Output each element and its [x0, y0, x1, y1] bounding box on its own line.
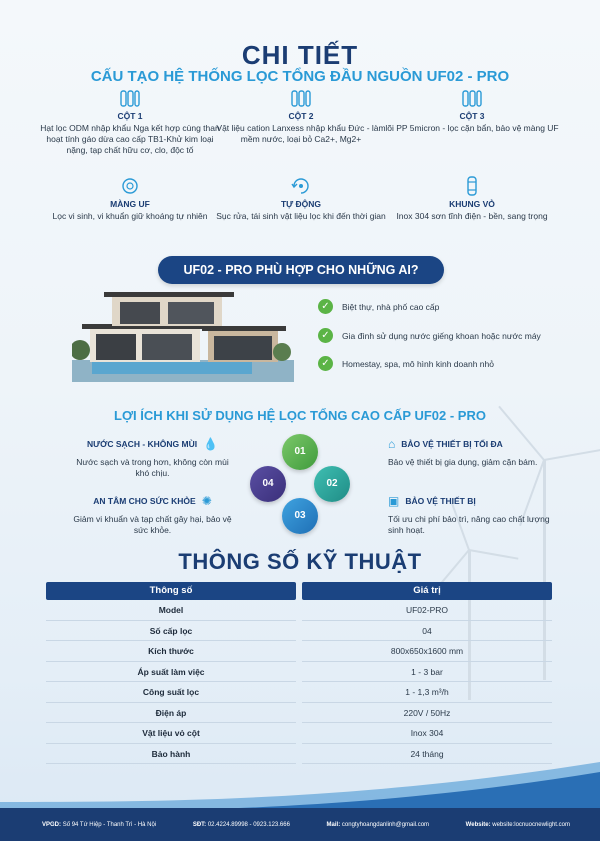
- spec-value: 220V / 50Hz: [302, 703, 552, 724]
- spec-table-header: [46, 582, 552, 600]
- page-subtitle: CẤU TẠO HỆ THỐNG LỌC TỔNG ĐẦU NGUỒN UF02 - PRO: [90, 68, 510, 85]
- spec-value: 24 tháng: [302, 744, 552, 765]
- footer-address: VPGD: Số 94 Tứ Hiệp - Thanh Trì - Hà Nội: [42, 821, 157, 828]
- virus-icon: ✺: [201, 494, 212, 508]
- table-row: [46, 600, 552, 621]
- specs-title: THÔNG SỐ KỸ THUẬT: [178, 549, 422, 574]
- feature-heading: CỘT 2: [288, 111, 314, 121]
- feature-heading: CỘT 3: [459, 111, 485, 121]
- column-header: Thông số: [46, 582, 296, 600]
- spec-value: 04: [302, 621, 552, 642]
- footer-phone: SĐT: 02.4224.89998 - 0923.123.666: [192, 821, 290, 828]
- fit-item: [318, 356, 494, 371]
- spec-key: Số cấp lọc: [46, 621, 296, 642]
- feature-heading: KHUNG VỎ: [449, 199, 495, 209]
- number-circle-03: 03: [282, 498, 318, 534]
- spec-value: 800x650x1600 mm: [302, 641, 552, 662]
- table-row: [46, 682, 552, 703]
- benefits-title: LỢI ÍCH KHI SỬ DỤNG HỆ LỌC TỔNG CAO CẤP UF02 - PRO: [114, 408, 486, 423]
- spec-key: Điện áp: [46, 703, 296, 724]
- footer: [0, 808, 600, 841]
- spec-table: [46, 582, 552, 764]
- spec-value: Inox 304: [302, 723, 552, 744]
- spec-value: 1 - 3 bar: [302, 662, 552, 683]
- feature-cot-3: [382, 88, 562, 134]
- fit-item-label: Biệt thự, nhà phố cao cấp: [342, 301, 440, 312]
- benefit-device: [388, 494, 553, 537]
- footer-website[interactable]: Website: website:locnuocnewlight.com: [465, 821, 570, 828]
- table-row: [46, 641, 552, 662]
- feature-description: Inox 304 sơn tĩnh điện - bền, sang trọng: [396, 211, 548, 221]
- feature-description: lõi PP 5micron - lọc cặn bẩn, bảo vệ màng UF: [385, 123, 559, 133]
- table-row: [46, 662, 552, 683]
- spec-key: Vật liệu vỏ cột: [46, 723, 296, 744]
- benefit-device-max: [388, 437, 553, 468]
- benefit-heading: BẢO VỆ THIẾT BỊ TỐI ĐA: [401, 439, 503, 449]
- benefit-description: Bảo vệ thiết bị gia dụng, giảm cặn bám.: [388, 457, 538, 467]
- spec-key: Kích thước: [46, 641, 296, 662]
- home-icon: ⌂: [388, 437, 396, 451]
- feature-mang-uf: [40, 176, 220, 222]
- feature-description: Sục rửa, tái sinh vật liệu lọc khi đến thời gian: [216, 211, 386, 221]
- check-icon: ✓: [318, 356, 333, 371]
- feature-cot-2: [211, 88, 391, 145]
- feature-description: Lọc vi sinh, vi khuẩn giữ khoáng tự nhiên: [52, 211, 208, 221]
- feature-cot-1: [40, 88, 220, 156]
- table-row: [46, 703, 552, 724]
- feature-khung-vo: [382, 176, 562, 222]
- feature-heading: MÀNG UF: [110, 199, 150, 209]
- spec-key: Bảo hành: [46, 744, 296, 765]
- column-header: Giá trị: [302, 582, 552, 600]
- auto-cycle-icon: [290, 176, 312, 196]
- spec-key: Model: [46, 600, 296, 621]
- villa-image: [72, 290, 294, 382]
- device-icon: ▣: [388, 494, 400, 508]
- spec-key: Công suất lọc: [46, 682, 296, 703]
- water-drop-icon: 💧: [203, 437, 219, 451]
- housing-icon: [461, 176, 483, 196]
- check-icon: ✓: [318, 299, 333, 314]
- fit-item-label: Homestay, spa, mô hình kinh doanh nhỏ: [342, 358, 494, 369]
- benefit-heading: BẢO VỆ THIẾT BỊ: [405, 496, 476, 506]
- number-circle-04: 04: [250, 466, 286, 502]
- fit-item: [318, 328, 541, 343]
- spec-key: Áp suất làm việc: [46, 662, 296, 683]
- feature-heading: TỰ ĐỘNG: [280, 199, 322, 209]
- spec-value: 1 - 1,3 m³/h: [302, 682, 552, 703]
- benefit-description: Tối ưu chi phí bảo trì, nâng cao chất lượng sinh hoạt.: [388, 514, 550, 536]
- footer-mail[interactable]: Mail: congtyhoangdanlinh@gmail.com: [326, 821, 430, 828]
- filter-column-icon: [461, 88, 483, 108]
- membrane-icon: [119, 176, 141, 196]
- benefit-clean-water: [70, 437, 235, 480]
- fit-banner: UF02 - PRO PHÙ HỢP CHO NHỮNG AI?: [158, 256, 444, 284]
- number-circle-01: 01: [282, 434, 318, 470]
- fit-item-label: Gia đình sử dụng nước giếng khoan hoặc nước máy: [342, 330, 541, 341]
- check-icon: ✓: [318, 328, 333, 343]
- benefit-number-circles: [250, 434, 350, 534]
- feature-description: Hạt lọc ODM nhập khẩu Nga kết hợp cùng than hoạt tính gáo dừa cao cấp TB1-Khử kim loại nặng, tạp chất hữu cơ, clo, độc tố: [40, 123, 220, 156]
- benefit-heading: AN TÂM CHO SỨC KHỎE: [93, 496, 196, 506]
- feature-heading: CỘT 1: [117, 111, 143, 121]
- number-circle-02: 02: [314, 466, 350, 502]
- spec-value: UF02-PRO: [302, 600, 552, 621]
- page-title: CHI TIẾT: [241, 40, 359, 70]
- filter-column-icon: [290, 88, 312, 108]
- table-row: [46, 621, 552, 642]
- benefit-health: [70, 494, 235, 537]
- benefit-heading: NƯỚC SẠCH - KHÔNG MÙI: [86, 439, 198, 449]
- feature-tu-dong: [211, 176, 391, 222]
- filter-column-icon: [119, 88, 141, 108]
- benefit-description: Giảm vi khuẩn và tạp chất gây hại, bảo vệ sức khỏe.: [73, 514, 232, 536]
- table-row: [46, 723, 552, 744]
- benefit-description: Nước sạch và trong hơn, không còn mùi khó chịu.: [76, 457, 229, 479]
- fit-item: [318, 299, 439, 314]
- feature-description: Vật liệu cation Lanxess nhập khẩu Đức - làm mềm nước, loại bỏ Ca2+, Mg2+: [216, 123, 386, 145]
